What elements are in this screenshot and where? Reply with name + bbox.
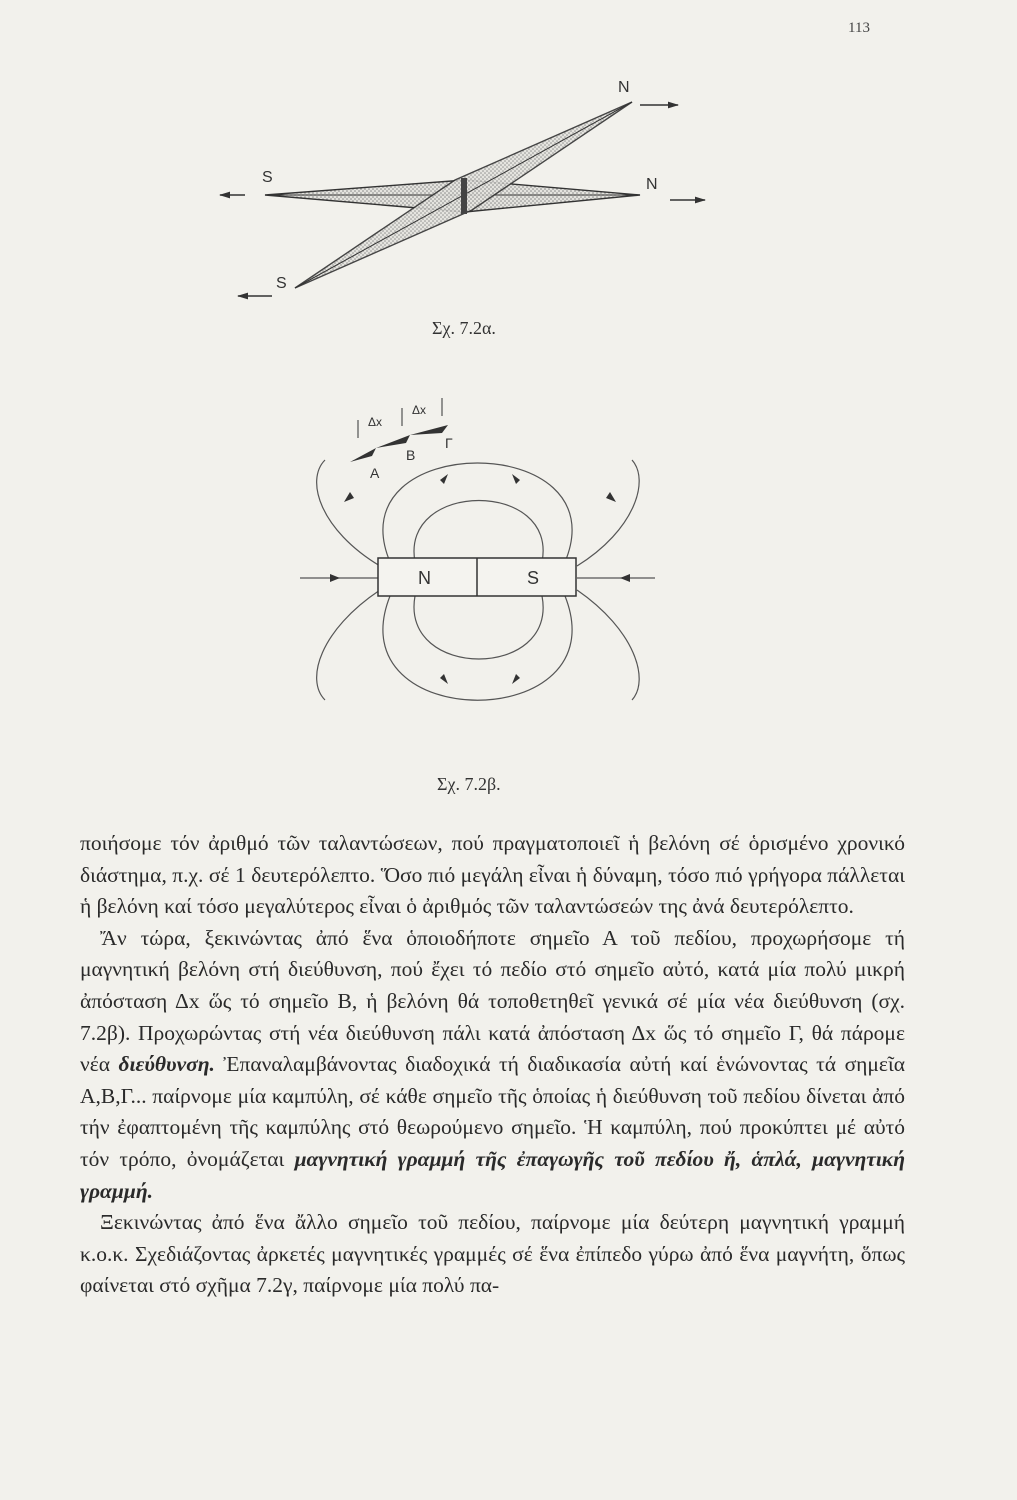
emphasis-direction: διεύθυνση. (118, 1052, 215, 1077)
label-magnet-south: S (527, 568, 540, 588)
label-point-g: Γ (445, 435, 453, 451)
field-line (577, 590, 639, 700)
field-line (414, 596, 543, 659)
label-delta-x-1: Δx (368, 415, 383, 429)
needle-arrow-icon (344, 492, 354, 502)
label-magnet-north: N (418, 568, 431, 588)
paragraph-2-part-b: Ἐπαναλαμβάνοντας διαδοχικά τή διαδικασία αὐτή καί ἑνώνοντας τά σημεῖα Α,Β,Γ... παίρνομε μία καμπύλη, σέ κάθε σημεῖο τῆς ὁποίας ἡ διεύθυνση τοῦ πεδίου δίνεται ἀπό τήν ἐφαπτομένη τῆς καμπύλης στό θεωρούμενο σημεῖο. Ἡ καμπύλη, πού προκύπτει μέ αὐτό τόν τρόπο, ὀνομάζεται (80, 1052, 906, 1171)
needle-arrow-icon (410, 425, 448, 435)
field-line (317, 590, 380, 700)
field-line (383, 463, 572, 562)
label-horizontal-south: S (262, 169, 273, 186)
needle-arrows (330, 425, 630, 684)
figure-caption-a: Σχ. 7.2α. (432, 318, 496, 338)
label-horizontal-north: N (646, 176, 658, 193)
paragraph-1: ποιήσομε τόν ἀριθμό τῶν ταλαντώσεων, πού πραγματοποιεῖ ἡ βελόνη σέ ὁρισμένο χρονικό διάστημα, π.χ. σέ 1 δευτερόλεπτο. Ὅσο πιό μεγάλη εἶναι ἡ δύναμη, τόσο πιό γρήγορα πάλλεται ἡ βελόνη καί τόσο μεγαλύτερος εἶναι ὁ ἀριθμός τῶν ταλαντώσεών της ἀνά δευτερόλεπτο. (80, 831, 905, 919)
pivot-icon (461, 178, 467, 214)
label-delta-x-2: Δx (412, 403, 427, 417)
needle-arrow-icon (606, 492, 616, 502)
emphasis-magnetic-line: μαγνητική γραμμή τῆς ἐπαγωγῆς τοῦ πεδίου ἤ, ἁπλά, μαγνητική γραμμή. (80, 1146, 905, 1203)
needle-arrow-icon (440, 674, 448, 684)
needle-arrow-icon (440, 474, 448, 484)
label-point-a: Α (370, 465, 380, 481)
needle-arrow-icon (620, 574, 630, 582)
body-text (80, 828, 905, 1302)
paragraph-3: Ξεκινώντας ἀπό ἕνα ἄλλο σημεῖο τοῦ πεδίου, παίρνομε μία δεύτερη μαγνητική γραμμή κ.ο.κ. Σχεδιάζοντας ἀρκετές μαγνητικές γραμμές σέ ἕνα ἐπίπεδο γύρω ἀπό ἕνα μαγνήτη, ὅπως φαίνεται στό σχῆμα 7.2γ, παίρνομε μία πολύ πα- (80, 1210, 905, 1298)
figure-caption-b: Σχ. 7.2β. (437, 774, 501, 794)
field-line (577, 460, 639, 566)
needle-arrow-icon (376, 435, 410, 448)
needle-arrow-icon (512, 674, 520, 684)
figure-7-2a (200, 60, 720, 310)
paragraph-2-part-a: Ἄν τώρα, ξεκινώντας ἀπό ἕνα ὁποιοδήποτε σημεῖο Α τοῦ πεδίου, προχωρήσομε τή μαγνητική βελόνη στή διεύθυνση, πού ἔχει τό πεδίο στό σημεῖο αὐτό, κατά μία πολύ μικρή ἀπόσταση Δx ὥς τό σημεῖο Β, ἡ βελόνη θά τοποθετηθεῖ γενικά σέ μία νέα διεύθυνση (σχ. 7.2β). Προχωρώντας στή νέα διεύθυνση πάλι κατά ἀπόσταση Δx ὥς τό σημεῖο Γ, θά πάρομε νέα (80, 925, 905, 1077)
label-tilted-north: N (618, 79, 630, 96)
page-number: 113 (848, 20, 870, 36)
field-line (414, 501, 543, 563)
label-point-b: Β (406, 447, 416, 463)
needle-arrow-icon (512, 474, 520, 484)
field-line (383, 596, 572, 700)
label-tilted-south: S (276, 275, 287, 292)
needle-arrow-icon (330, 574, 340, 582)
needle-arrow-icon (350, 448, 376, 462)
figure-7-2b (280, 390, 680, 730)
paragraph-2 (80, 923, 905, 1207)
bar-magnet-icon (378, 558, 576, 596)
